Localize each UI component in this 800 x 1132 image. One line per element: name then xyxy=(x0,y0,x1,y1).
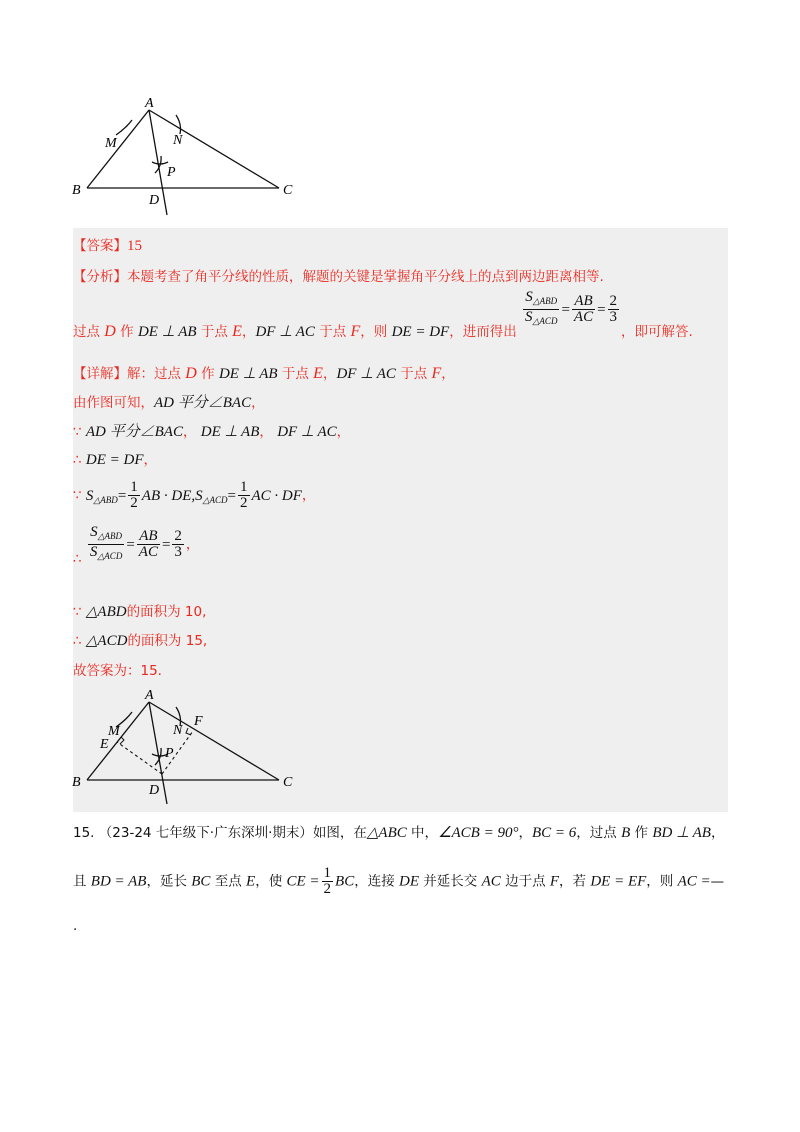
label-a: A xyxy=(145,96,154,111)
eq-df-perp-ac: DF ⊥ AC xyxy=(255,323,315,340)
figure-1-triangle-diagram xyxy=(60,90,320,225)
analysis-text-a: 过点 xyxy=(73,323,105,340)
detail-line-6: ∴ $\frac{S_{\triangle ABD}}{S_{\triangle ACD}}$ = $\frac{AB}{AC}$ = $\frac{2}{3}$ ， xyxy=(73,524,200,567)
answer-tag: 【答案】 xyxy=(73,238,127,254)
question-15-line-3: . xyxy=(73,918,78,934)
analysis-line-1 xyxy=(73,265,604,285)
label-a: A xyxy=(145,688,154,703)
detail-line-2: 由作图可知，AD 平分∠BAC， xyxy=(73,395,265,411)
eq-de-perp-ab: DE ⊥ AB xyxy=(137,323,197,340)
label-d: D xyxy=(149,783,160,798)
question-15-line-2: 且 BD = AB，延长 BC 至点 E，使 CE = $\frac{1}{2}$ BC，连接 DE 并延长交 AC 边于点 F，若 DE = EF，则 AC =— xyxy=(73,865,725,897)
point-d: D xyxy=(104,322,116,340)
question-source: （23-24 七年级下·广东深圳·期末）如图，在 xyxy=(98,825,367,841)
answer-value: 15 xyxy=(127,238,142,254)
detail-line-1: 【详解】解：过点 D 作 DE ⊥ AB 于点 E，DF ⊥ AC 于点 F， xyxy=(73,365,455,382)
detail-line-3: ∵ AD 平分∠BAC， DE ⊥ AB， DF ⊥ AC， xyxy=(73,424,351,440)
side-ab xyxy=(87,110,149,188)
question-15-line-1: 15. （23-24 七年级下·广东深圳·期末）如图，在△ABC 中，∠ACB = 90°，BC = 6，过点 B 作 BD ⊥ AB， xyxy=(73,825,725,841)
analysis-tag: 【分析】 xyxy=(73,269,127,285)
point-e: E xyxy=(232,322,242,340)
label-f: F xyxy=(194,714,203,729)
label-b: B xyxy=(72,775,81,790)
label-m: M xyxy=(105,136,117,151)
detail-line-7: ∵ △ABD的面积为 10, xyxy=(73,604,207,620)
label-p: P xyxy=(165,746,174,761)
analysis-text: 本题考查了角平分线的性质，解题的关键是掌握角平分线上的点到两边距离相等. xyxy=(127,269,604,285)
label-p: P xyxy=(167,165,176,180)
detail-tag: 【详解】 xyxy=(73,366,127,382)
analysis-line-2: 过点 D 作 DE ⊥ AB 于点 E，DF ⊥ AC 于点 F，则 DE = DF，进而得出 $\frac{S_{\triangle ABD}}{S_{\triangle ACD}}$ = $\frac{AB}{AC}$ = $\frac{2}{3}$ ，即可解答. xyxy=(73,289,693,340)
question-number: 15. xyxy=(73,825,95,841)
label-m: M xyxy=(108,724,120,739)
arc-n xyxy=(176,115,181,134)
label-n: N xyxy=(173,133,183,148)
label-d: D xyxy=(149,193,160,208)
eq-de-eq-df: DE = DF xyxy=(391,323,450,340)
detail-line-5: ∵ $S_{\triangle ABD}=$ $\frac{1}{2}$ AB · $DE,S_{\triangle ACD}=$ $\frac{1}{2}$ AC · DF， xyxy=(73,479,316,511)
label-n: N xyxy=(173,723,183,738)
answer-blank[interactable]: — xyxy=(710,873,725,890)
arc-m xyxy=(116,120,132,135)
area-ratio-fraction: $\frac{S_{\triangle ABD}}{S_{\triangle ACD}}$ = $\frac{AB}{AC}$ = $\frac{2}{3}$ xyxy=(525,289,618,326)
answer-line xyxy=(73,234,142,255)
label-c: C xyxy=(283,775,293,790)
label-e: E xyxy=(100,737,109,752)
detail-line-4: ∴ DE = DF， xyxy=(73,452,158,468)
label-b: B xyxy=(72,183,81,198)
point-f: F xyxy=(350,322,361,340)
detail-line-8: ∴ △ACD的面积为 15, xyxy=(73,633,208,649)
label-c: C xyxy=(283,183,293,198)
perp-de xyxy=(117,742,162,774)
figure-2-triangle-diagram xyxy=(60,682,320,807)
detail-line-9: 故答案为：15. xyxy=(73,663,162,679)
